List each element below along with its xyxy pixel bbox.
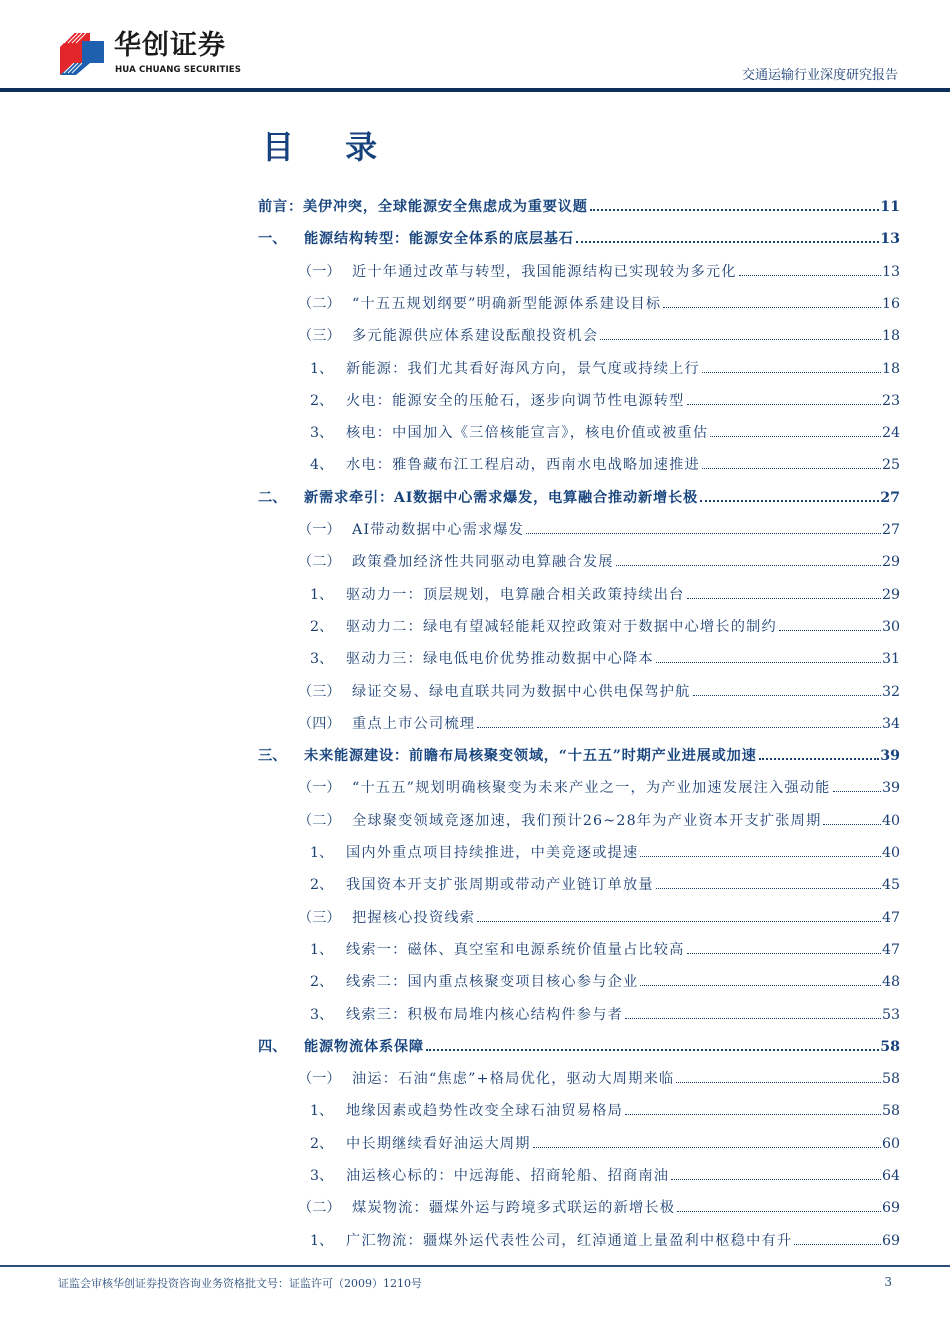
toc-entry-number: 1、 (310, 1232, 334, 1249)
toc-entry[interactable] (298, 905, 900, 931)
toc-entry[interactable] (310, 388, 900, 414)
toc-entry-page[interactable]: 29 (881, 554, 900, 571)
dot-leader (590, 209, 880, 211)
toc-entry-number: （二） (298, 812, 341, 829)
logo-cube-icon (60, 33, 104, 75)
dot-leader (710, 436, 881, 437)
toc-entry-page[interactable]: 45 (881, 877, 900, 894)
toc-entry-title[interactable]: 广汇物流：疆煤外运代表性公司，红淖通道上量盈利中枢稳中有升 (346, 1232, 793, 1249)
logo-chinese-name: 华创证券 (114, 30, 226, 61)
dot-leader (533, 1147, 881, 1148)
toc-entry-title[interactable]: AI带动数据中心需求爆发 (352, 522, 525, 538)
toc-entry-page[interactable]: 47 (881, 941, 900, 958)
toc-entry-title[interactable]: 能源物流体系保障 (304, 1038, 424, 1055)
dot-leader (739, 275, 881, 276)
toc-entry-number: 3、 (310, 425, 334, 442)
toc-entry-number: （三） (298, 328, 341, 345)
toc-entry-page[interactable]: 27 (881, 522, 900, 538)
toc-entry[interactable] (298, 679, 900, 705)
toc-entry-title[interactable]: 油运：石油“焦虑”+格局优化，驱动大周期来临 (352, 1071, 675, 1088)
logo-english-name: HUA CHUANG SECURITIES (115, 65, 242, 75)
toc-entry-page[interactable]: 58 (881, 1071, 900, 1088)
toc-entry[interactable] (310, 582, 900, 608)
toc-entry-number: 四、 (258, 1038, 287, 1055)
toc-entry-number: 3、 (310, 651, 334, 668)
toc-entry-number: 1、 (310, 941, 334, 958)
toc-entry-number: （一） (298, 1071, 341, 1088)
toc-entry-number: （一） (298, 263, 341, 280)
toc-entry[interactable] (310, 420, 900, 446)
toc-entry-number: （二） (298, 1200, 341, 1217)
toc-entry[interactable] (298, 517, 900, 543)
toc-entry[interactable] (298, 259, 900, 285)
dot-leader (702, 372, 881, 373)
page-header (0, 0, 950, 92)
toc-entry-number: 三、 (258, 748, 287, 765)
dot-leader (677, 1211, 881, 1212)
toc-entry-number: 一、 (258, 231, 287, 248)
toc-entry[interactable] (310, 969, 900, 995)
toc-entry-number: （四） (298, 715, 341, 732)
toc-entry-page[interactable]: 58 (881, 1103, 900, 1120)
report-type-label: 交通运输行业深度研究报告 (741, 68, 898, 83)
toc-entry-page[interactable]: 24 (881, 425, 900, 442)
toc-entry-number: 2、 (310, 618, 334, 635)
toc-entry-number: 二、 (258, 489, 287, 506)
toc-entry[interactable] (298, 711, 900, 737)
footer-divider (0, 1265, 950, 1267)
toc-entry-page[interactable]: 64 (881, 1168, 900, 1184)
dot-leader (616, 565, 881, 566)
dot-leader (663, 307, 881, 308)
toc-entry-page[interactable]: 47 (881, 909, 900, 926)
dot-leader (625, 1018, 881, 1019)
toc-entry-title[interactable]: 中长期继续看好油运大周期 (346, 1135, 531, 1152)
toc-entry-number: 2、 (310, 392, 334, 409)
toc-entry-title[interactable]: 线索三：积极布局堆内核心结构件参与者 (346, 1006, 623, 1023)
toc-entry-page[interactable]: 30 (881, 618, 900, 635)
toc-entry-page[interactable]: 34 (881, 715, 900, 732)
toc-entry-number: 1、 (310, 845, 334, 861)
toc-entry[interactable] (310, 1098, 900, 1124)
dot-leader (693, 695, 881, 696)
toc-entry[interactable] (298, 291, 900, 317)
toc-entry[interactable] (310, 937, 900, 963)
toc-entry-title[interactable]: 国内外重点项目持续推进，中美竞逐或提速 (346, 845, 639, 861)
toc-entry-page[interactable]: 27 (880, 489, 900, 506)
toc-entry-title[interactable]: 能源结构转型：能源安全体系的底层基石 (304, 231, 574, 248)
toc-entry-number: （二） (298, 295, 341, 312)
toc-entry-page[interactable]: 69 (881, 1200, 900, 1217)
toc-entry-number: （三） (298, 683, 341, 700)
dot-leader (640, 985, 881, 986)
dot-leader (676, 1082, 881, 1083)
dot-leader (671, 1179, 881, 1180)
dot-leader (426, 1049, 879, 1051)
company-logo (60, 30, 250, 78)
toc-entry-page[interactable]: 13 (881, 263, 900, 280)
toc-entry[interactable] (298, 549, 900, 575)
dot-leader (640, 856, 881, 857)
dot-leader (687, 598, 881, 599)
dot-leader (477, 727, 881, 728)
toc-entry-page[interactable]: 16 (881, 295, 900, 312)
footer-license-text: 证监会审核华创证券投资咨询业务资格批文号：证监许可（2009）1210号 (58, 1277, 422, 1290)
toc-entry-page[interactable]: 31 (881, 651, 900, 668)
dot-leader (687, 953, 881, 954)
toc-entry-title[interactable]: “十五五”规划明确核聚变为未来产业之一，为产业加速发展注入强动能 (352, 780, 831, 797)
toc-entry[interactable] (310, 646, 900, 672)
dot-leader (759, 758, 880, 760)
toc-entry-page[interactable]: 58 (880, 1038, 900, 1055)
toc-entry-page[interactable]: 69 (881, 1232, 900, 1249)
toc-entry-page[interactable]: 25 (881, 457, 900, 474)
toc-entry-number: 1、 (310, 360, 334, 377)
toc-entry-title[interactable]: 把握核心投资线索 (352, 909, 476, 926)
toc-entry-title[interactable]: 未来能源建设：前瞻布局核聚变领域，“十五五”时期产业进展或加速 (304, 748, 757, 765)
header-divider (0, 88, 950, 92)
footer-page-number: 3 (884, 1275, 892, 1289)
toc-entry-page[interactable]: 18 (881, 328, 900, 345)
toc-entry-page[interactable]: 13 (880, 231, 900, 248)
dot-leader (833, 791, 881, 792)
toc-entry-title[interactable]: 油运核心标的：中远海能、招商轮船、招商南油 (346, 1168, 670, 1184)
toc-entry[interactable] (298, 1195, 900, 1221)
toc-entry-title[interactable]: 前言：美伊冲突，全球能源安全焦虑成为重要议题 (258, 199, 588, 215)
toc-entry-page[interactable]: 11 (880, 199, 900, 215)
toc-entry-page[interactable]: 48 (881, 974, 900, 991)
toc-entry-page[interactable]: 40 (881, 812, 900, 829)
toc-entry[interactable] (258, 194, 900, 220)
toc-entry-number: 2、 (310, 974, 334, 991)
dot-leader (526, 533, 881, 534)
toc-entry-title[interactable]: 新能源：我们尤其看好海风方向，景气度或持续上行 (346, 360, 700, 377)
toc-entry-title[interactable]: 煤炭物流：疆煤外运与跨境多式联运的新增长极 (352, 1200, 676, 1217)
toc-entry-number: （三） (298, 909, 341, 926)
dot-leader (702, 468, 881, 469)
toc-entry-title[interactable]: 驱动力一：顶层规划，电算融合相关政策持续出台 (346, 586, 685, 603)
toc-entry-page[interactable]: 39 (881, 780, 900, 797)
dot-leader (779, 630, 881, 631)
toc-entry-page[interactable]: 60 (881, 1135, 900, 1152)
toc-entry[interactable] (310, 614, 900, 640)
toc-entry[interactable] (298, 323, 900, 349)
toc-entry-number: （一） (298, 522, 341, 538)
dot-leader (656, 888, 881, 889)
toc-entry-title[interactable]: 火电：能源安全的压舱石，逐步向调节性电源转型 (346, 392, 685, 409)
toc-entry-page[interactable]: 18 (881, 360, 900, 377)
toc-entry[interactable] (310, 840, 900, 866)
toc-entry-number: 2、 (310, 1135, 334, 1152)
toc-entry[interactable] (310, 872, 900, 898)
toc-entry-number: 3、 (310, 1006, 334, 1023)
toc-entry[interactable] (310, 1228, 900, 1254)
toc-entry-number: 4、 (310, 457, 334, 474)
toc-entry-title[interactable]: “十五五规划纲要”明确新型能源体系建设目标 (352, 295, 662, 312)
dot-leader (700, 500, 879, 502)
toc-entry-number: 1、 (310, 1103, 334, 1120)
toc-entry-title[interactable]: 地缘因素或趋势性改变全球石油贸易格局 (346, 1103, 623, 1120)
toc-entry-title[interactable]: 线索一：磁体、真空室和电源系统价值量占比较高 (346, 941, 685, 958)
toc-entry[interactable] (298, 808, 900, 834)
toc-entry[interactable] (310, 1131, 900, 1157)
toc-entry-title[interactable]: 新需求牵引：AI数据中心需求爆发，电算融合推动新增长极 (304, 489, 698, 506)
toc-entry[interactable] (310, 356, 900, 382)
toc-entry[interactable] (258, 743, 900, 769)
toc-entry-title[interactable]: 重点上市公司梳理 (352, 715, 476, 732)
toc-entry[interactable] (310, 452, 900, 478)
dot-leader (477, 921, 881, 922)
toc-entry-number: 1、 (310, 586, 334, 603)
dot-leader (687, 404, 881, 405)
toc-entry-page[interactable]: 32 (881, 683, 900, 700)
toc-entry[interactable] (310, 1163, 900, 1189)
toc-entry[interactable] (258, 1034, 900, 1060)
toc-entry-title[interactable]: 绿证交易、绿电直联共同为数据中心供电保驾护航 (352, 683, 691, 700)
toc-entry-title[interactable]: 多元能源供应体系建设酝酿投资机会 (352, 328, 599, 345)
toc-entry[interactable] (258, 485, 900, 511)
toc-entry-title[interactable]: 驱动力三：绿电低电价优势推动数据中心降本 (346, 651, 654, 668)
toc-entry[interactable] (258, 226, 900, 252)
dot-leader (600, 339, 881, 340)
toc-entry[interactable] (298, 1066, 900, 1092)
toc-entry-title[interactable]: 我国资本开支扩张周期或带动产业链订单放量 (346, 877, 654, 894)
toc-entry-number: 3、 (310, 1168, 334, 1184)
toc-entry-number: （一） (298, 780, 341, 797)
dot-leader (794, 1244, 881, 1245)
toc-entry-title[interactable]: 政策叠加经济性共同驱动电算融合发展 (352, 554, 614, 571)
toc-entry[interactable] (298, 775, 900, 801)
toc-entry-title[interactable]: 水电：雅鲁藏布江工程启动，西南水电战略加速推进 (346, 457, 700, 474)
toc-entry-page[interactable]: 40 (881, 845, 900, 861)
toc-entry-page[interactable]: 53 (881, 1006, 900, 1023)
toc-entry-title[interactable]: 线索二：国内重点核聚变项目核心参与企业 (346, 974, 639, 991)
dot-leader (823, 824, 880, 825)
toc-entry-page[interactable]: 29 (881, 586, 900, 603)
toc-entry-page[interactable]: 23 (881, 392, 900, 409)
dot-leader (576, 241, 879, 243)
toc-entry-title[interactable]: 近十年通过改革与转型，我国能源结构已实现较为多元化 (352, 263, 737, 280)
toc-entry-page[interactable]: 39 (880, 748, 900, 765)
toc-entry-title[interactable]: 核电：中国加入《三倍核能宣言》，核电价值或被重估 (346, 425, 709, 442)
toc-entry[interactable] (310, 1002, 900, 1028)
toc-entry-number: （二） (298, 554, 341, 571)
dot-leader (625, 1114, 881, 1115)
toc-entry-title[interactable]: 驱动力二：绿电有望减轻能耗双控政策对于数据中心增长的制约 (346, 618, 777, 635)
toc-entry-number: 2、 (310, 877, 334, 894)
toc-entry-title[interactable]: 全球聚变领域竞逐加速，我们预计26~28年为产业资本开支扩张周期 (352, 812, 822, 829)
toc-title: 目 录 (262, 128, 398, 166)
dot-leader (656, 662, 881, 663)
